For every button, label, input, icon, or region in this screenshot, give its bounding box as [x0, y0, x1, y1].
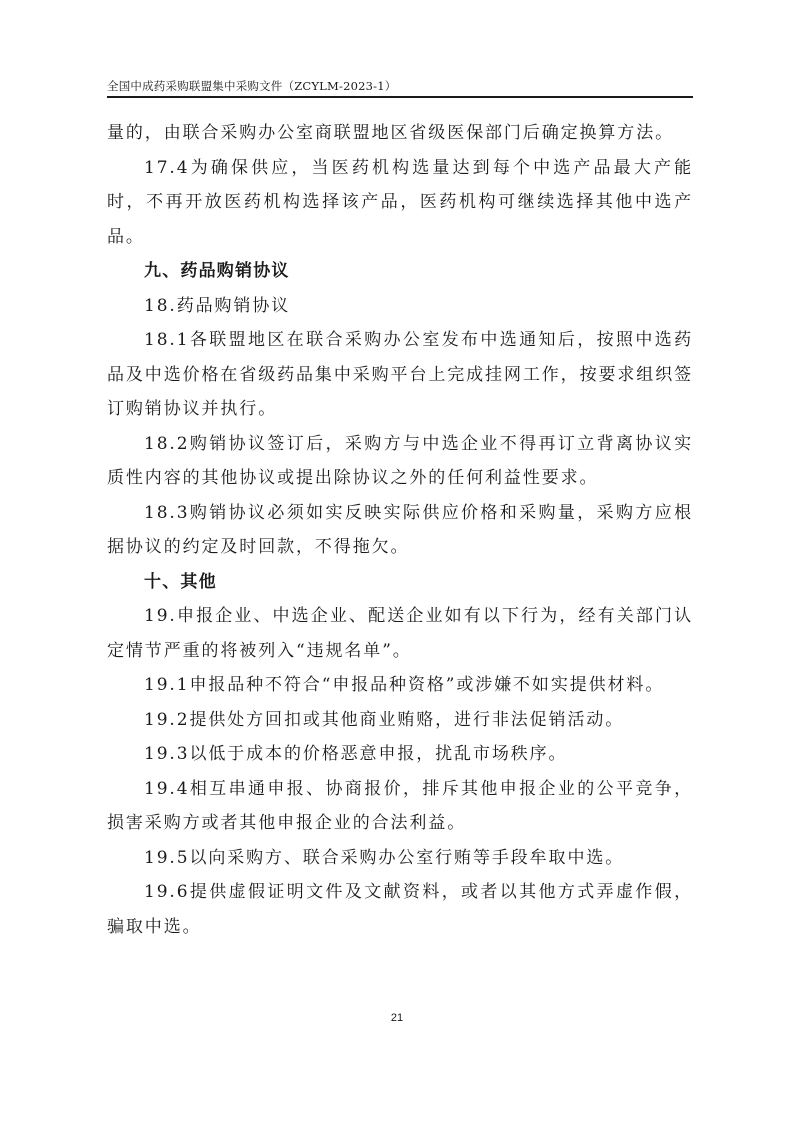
paragraph-18-3: 18.3购销协议必须如实反映实际供应价格和采购量，采购方应根据协议的约定及时回款，不得拖欠。: [107, 502, 693, 557]
paragraph-19-5: 19.5以向采购方、联合采购办公室行贿等手段牟取中选。: [144, 847, 625, 868]
section-heading-10: 十、其他: [144, 571, 217, 592]
paragraph-continuation: 量的，由联合采购办公室商联盟地区省级医保部门后确定换算方法。: [107, 123, 674, 143]
paragraph-18-1: 18.1各联盟地区在联合采购办公室发布中选通知后，按照中选药品及中选价格在省级药品集中采购平台上完成挂网工作，按要求组织签订购销协议并执行。: [107, 330, 693, 419]
paragraph-19-3: 19.3以低于成本的价格恶意申报，扰乱市场秩序。: [144, 744, 568, 764]
paragraph-19-1: 19.1申报品种不符合“申报品种资格”或涉嫌不如实提供材料。: [144, 675, 665, 695]
paragraph-18-2: 18.2购销协议签订后，采购方与中选企业不得再订立背离协议实质性内容的其他协议或提出除协议之外的任何利益性要求。: [107, 433, 693, 488]
paragraph-19-2: 19.2提供处方回扣或其他商业贿赂，进行非法促销活动。: [144, 709, 625, 730]
paragraph-19: 19.申报企业、中选企业、配送企业如有以下行为，经有关部门认定情节严重的将被列入“违规名单”。: [107, 606, 693, 661]
paragraph-19-6: 19.6提供虚假证明文件及文献资料，或者以其他方式弄虚作假，骗取中选。: [107, 882, 693, 937]
paragraph-18: 18.药品购销协议: [144, 295, 291, 316]
section-heading-9: 九、药品购销协议: [144, 261, 290, 281]
document-body: [107, 116, 693, 944]
document-header: 全国中成药采购联盟集中采购文件（ZCYLM-2023-1）: [107, 79, 397, 93]
paragraph-19-4: 19.4相互串通申报、协商报价，排斥其他申报企业的公平竞争，损害采购方或者其他申报企业的合法利益。: [107, 778, 693, 833]
page-number: 21: [390, 1012, 404, 1024]
paragraph-17-4: 17.4为确保供应，当医药机构选量达到每个中选产品最大产能时，不再开放医药机构选择该产品，医药机构可继续选择其他中选产品。: [107, 157, 693, 247]
header-divider: [107, 96, 693, 98]
